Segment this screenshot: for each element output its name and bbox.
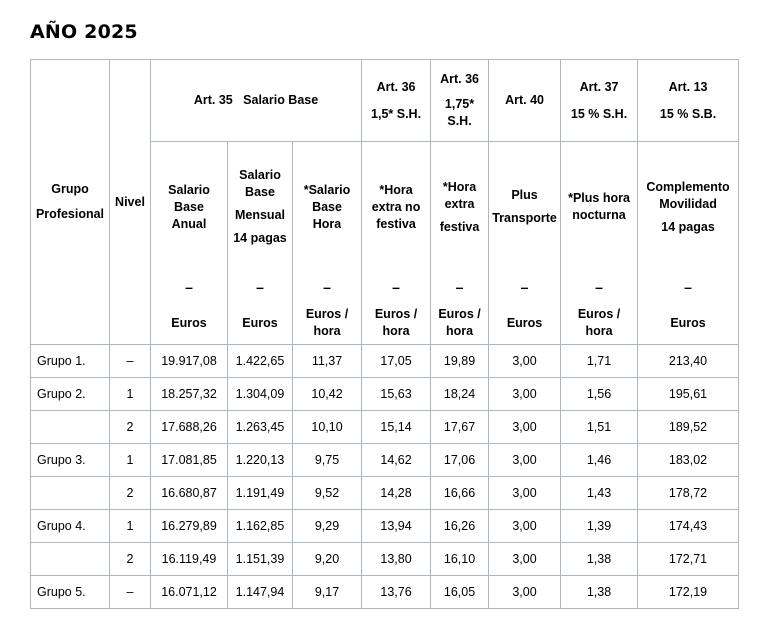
header-concept-5-line-0: Plus <box>511 188 538 202</box>
table-row <box>31 444 739 477</box>
header-art35-label: Art. 35 Salario Base <box>193 93 319 107</box>
header-concept-3-line-1: extra no <box>371 199 421 214</box>
table-row <box>31 510 739 543</box>
header-concept-6 <box>561 142 638 345</box>
cell-value-7: 178,72 <box>638 477 739 510</box>
header-concept-6-unit-0: Euros / <box>577 307 621 321</box>
header-concept-2-line-1: Base <box>312 199 342 214</box>
cell-nivel: 1 <box>110 444 151 477</box>
cell-value-3: 14,28 <box>362 477 431 510</box>
cell-value-6: 1,43 <box>561 477 638 510</box>
cell-nivel: 2 <box>110 543 151 576</box>
header-art40: Art. 40 <box>489 60 561 142</box>
cell-value-5: 3,00 <box>489 543 561 576</box>
header-concept-0-line-1: Base <box>174 199 204 214</box>
header-concept-5-line-2: Transporte <box>492 211 557 225</box>
cell-grupo: Grupo 2. <box>31 378 110 411</box>
header-concept-7-line-3: 14 pagas <box>661 219 715 234</box>
header-concept-6-unit-1: hora <box>585 324 613 338</box>
header-grupo-profesional <box>31 60 110 345</box>
cell-value-2: 11,37 <box>293 345 362 378</box>
header-concept-2 <box>293 142 362 345</box>
header-art36b-line1: Art. 36 <box>440 72 479 86</box>
cell-value-2: 9,29 <box>293 510 362 543</box>
header-concept-7-dash: – <box>684 278 692 295</box>
cell-value-2: 9,17 <box>293 576 362 609</box>
cell-grupo <box>31 543 110 576</box>
header-concept-0-line-2: Anual <box>171 216 207 231</box>
header-concept-3-unit-1: hora <box>382 324 410 338</box>
cell-value-6: 1,38 <box>561 576 638 609</box>
header-concept-3-line-2: festiva <box>376 216 416 231</box>
cell-value-5: 3,00 <box>489 444 561 477</box>
cell-value-5: 3,00 <box>489 510 561 543</box>
header-art13-line1: Art. 13 <box>668 79 708 94</box>
page-title: AÑO 2025 <box>30 21 138 43</box>
cell-value-5: 3,00 <box>489 411 561 444</box>
cell-value-7: 189,52 <box>638 411 739 444</box>
cell-value-4: 18,24 <box>431 378 489 411</box>
cell-value-3: 14,62 <box>362 444 431 477</box>
cell-grupo <box>31 477 110 510</box>
header-concept-7-unit-0: Euros <box>670 315 706 330</box>
header-art36a-line1: Art. 36 <box>376 79 416 94</box>
cell-grupo <box>31 411 110 444</box>
cell-grupo: Grupo 4. <box>31 510 110 543</box>
header-art36b <box>431 60 489 142</box>
header-art36a-line2: 1,5* S.H. <box>371 106 422 121</box>
header-concept-4 <box>431 142 489 345</box>
cell-value-5: 3,00 <box>489 345 561 378</box>
cell-nivel: 1 <box>110 510 151 543</box>
table-row <box>31 543 739 576</box>
cell-value-1: 1.147,94 <box>228 576 293 609</box>
cell-value-0: 16.680,87 <box>151 477 228 510</box>
header-art37-line2: 15 % S.H. <box>570 106 628 121</box>
table-row <box>31 477 739 510</box>
header-concept-1-line-0: Salario <box>239 168 281 182</box>
cell-value-2: 9,20 <box>293 543 362 576</box>
table-row <box>31 576 739 609</box>
cell-value-1: 1.151,39 <box>228 543 293 576</box>
cell-value-5: 3,00 <box>489 576 561 609</box>
cell-value-5: 3,00 <box>489 477 561 510</box>
salary-table <box>30 59 739 609</box>
header-concept-2-unit-0: Euros / <box>305 307 349 321</box>
cell-value-3: 17,05 <box>362 345 431 378</box>
header-concept-7-line-0: Complemento <box>646 179 730 194</box>
cell-value-0: 17.688,26 <box>151 411 228 444</box>
cell-value-6: 1,46 <box>561 444 638 477</box>
cell-nivel: 2 <box>110 477 151 510</box>
cell-value-2: 9,75 <box>293 444 362 477</box>
cell-value-4: 16,66 <box>431 477 489 510</box>
table-row <box>31 411 739 444</box>
header-art36b-line3: S.H. <box>447 114 472 128</box>
cell-value-3: 13,80 <box>362 543 431 576</box>
header-concept-1 <box>228 142 293 345</box>
cell-value-5: 3,00 <box>489 378 561 411</box>
header-grupo-line1: Grupo <box>51 182 89 196</box>
cell-value-0: 16.071,12 <box>151 576 228 609</box>
header-concept-1-line-3: Mensual <box>234 208 285 222</box>
header-concept-0-dash: – <box>185 278 193 295</box>
cell-value-0: 16.119,49 <box>151 543 228 576</box>
header-concept-3 <box>362 142 431 345</box>
cell-value-0: 17.081,85 <box>151 444 228 477</box>
header-concept-4-line-0: *Hora <box>442 179 477 194</box>
header-nivel: Nivel <box>110 60 151 345</box>
header-concept-7 <box>638 142 739 345</box>
cell-grupo: Grupo 1. <box>31 345 110 378</box>
cell-value-7: 172,71 <box>638 543 739 576</box>
cell-value-0: 18.257,32 <box>151 378 228 411</box>
header-concept-2-unit-1: hora <box>313 324 341 338</box>
cell-value-6: 1,39 <box>561 510 638 543</box>
header-grupo-line2: Profesional <box>35 207 105 221</box>
header-concept-1-unit-0: Euros <box>242 315 278 330</box>
header-art13 <box>638 60 739 142</box>
header-concept-1-line-1: Base <box>245 185 275 199</box>
cell-value-1: 1.422,65 <box>228 345 293 378</box>
header-concept-4-unit-0: Euros / <box>438 307 481 321</box>
table-row <box>31 345 739 378</box>
cell-value-1: 1.304,09 <box>228 378 293 411</box>
cell-value-6: 1,38 <box>561 543 638 576</box>
cell-value-4: 16,26 <box>431 510 489 543</box>
cell-value-4: 17,67 <box>431 411 489 444</box>
cell-value-4: 16,10 <box>431 543 489 576</box>
header-concept-3-dash: – <box>392 278 400 295</box>
header-concept-4-line-1: extra <box>444 196 475 211</box>
header-art35 <box>151 60 362 142</box>
cell-nivel: 1 <box>110 378 151 411</box>
header-art36a <box>362 60 431 142</box>
table-row <box>31 378 739 411</box>
header-concept-1-line-5: 14 pagas <box>233 231 287 245</box>
cell-value-7: 183,02 <box>638 444 739 477</box>
cell-value-2: 10,42 <box>293 378 362 411</box>
cell-value-6: 1,56 <box>561 378 638 411</box>
header-concept-0-unit-0: Euros <box>171 315 207 330</box>
cell-value-1: 1.191,49 <box>228 477 293 510</box>
cell-value-1: 1.263,45 <box>228 411 293 444</box>
cell-grupo: Grupo 5. <box>31 576 110 609</box>
cell-value-6: 1,71 <box>561 345 638 378</box>
cell-value-2: 9,52 <box>293 477 362 510</box>
cell-value-3: 15,63 <box>362 378 431 411</box>
header-concept-6-line-0: *Plus hora <box>568 191 630 205</box>
header-concept-4-line-3: festiva <box>439 219 480 234</box>
cell-value-7: 213,40 <box>638 345 739 378</box>
header-concept-1-dash: – <box>256 278 264 295</box>
cell-value-7: 195,61 <box>638 378 739 411</box>
header-concept-3-line-0: *Hora <box>379 182 413 197</box>
cell-nivel: – <box>110 576 151 609</box>
header-concept-5-unit-0: Euros <box>506 315 543 330</box>
cell-value-4: 16,05 <box>431 576 489 609</box>
cell-nivel: 2 <box>110 411 151 444</box>
header-row-articles <box>31 60 739 142</box>
header-concept-0-line-0: Salario <box>168 182 210 197</box>
header-concept-4-unit-1: hora <box>445 324 474 338</box>
cell-nivel: – <box>110 345 151 378</box>
cell-value-4: 19,89 <box>431 345 489 378</box>
header-concept-2-dash: – <box>323 278 331 295</box>
cell-value-3: 13,76 <box>362 576 431 609</box>
cell-value-3: 13,94 <box>362 510 431 543</box>
header-concept-6-dash: – <box>595 278 603 295</box>
cell-value-6: 1,51 <box>561 411 638 444</box>
header-art37 <box>561 60 638 142</box>
cell-grupo: Grupo 3. <box>31 444 110 477</box>
header-art36b-line2: 1,75* <box>444 97 475 111</box>
cell-value-2: 10,10 <box>293 411 362 444</box>
header-concept-0 <box>151 142 228 345</box>
cell-value-7: 174,43 <box>638 510 739 543</box>
cell-value-1: 1.220,13 <box>228 444 293 477</box>
header-art13-line2: 15 % S.B. <box>659 106 717 121</box>
header-concept-7-line-1: Movilidad <box>659 196 717 211</box>
cell-value-4: 17,06 <box>431 444 489 477</box>
header-concept-4-dash: – <box>455 278 464 295</box>
cell-value-7: 172,19 <box>638 576 739 609</box>
cell-value-0: 19.917,08 <box>151 345 228 378</box>
header-concept-6-line-1: nocturna <box>572 208 626 222</box>
header-concept-5 <box>489 142 561 345</box>
header-concept-5-dash: – <box>520 278 529 295</box>
header-art37-line1: Art. 37 <box>579 79 619 94</box>
header-concept-3-unit-0: Euros / <box>374 307 418 321</box>
header-concept-2-line-2: Hora <box>312 216 342 231</box>
cell-value-3: 15,14 <box>362 411 431 444</box>
header-concept-2-line-0: *Salario <box>303 182 351 197</box>
table-body <box>31 345 739 609</box>
cell-value-1: 1.162,85 <box>228 510 293 543</box>
cell-value-0: 16.279,89 <box>151 510 228 543</box>
